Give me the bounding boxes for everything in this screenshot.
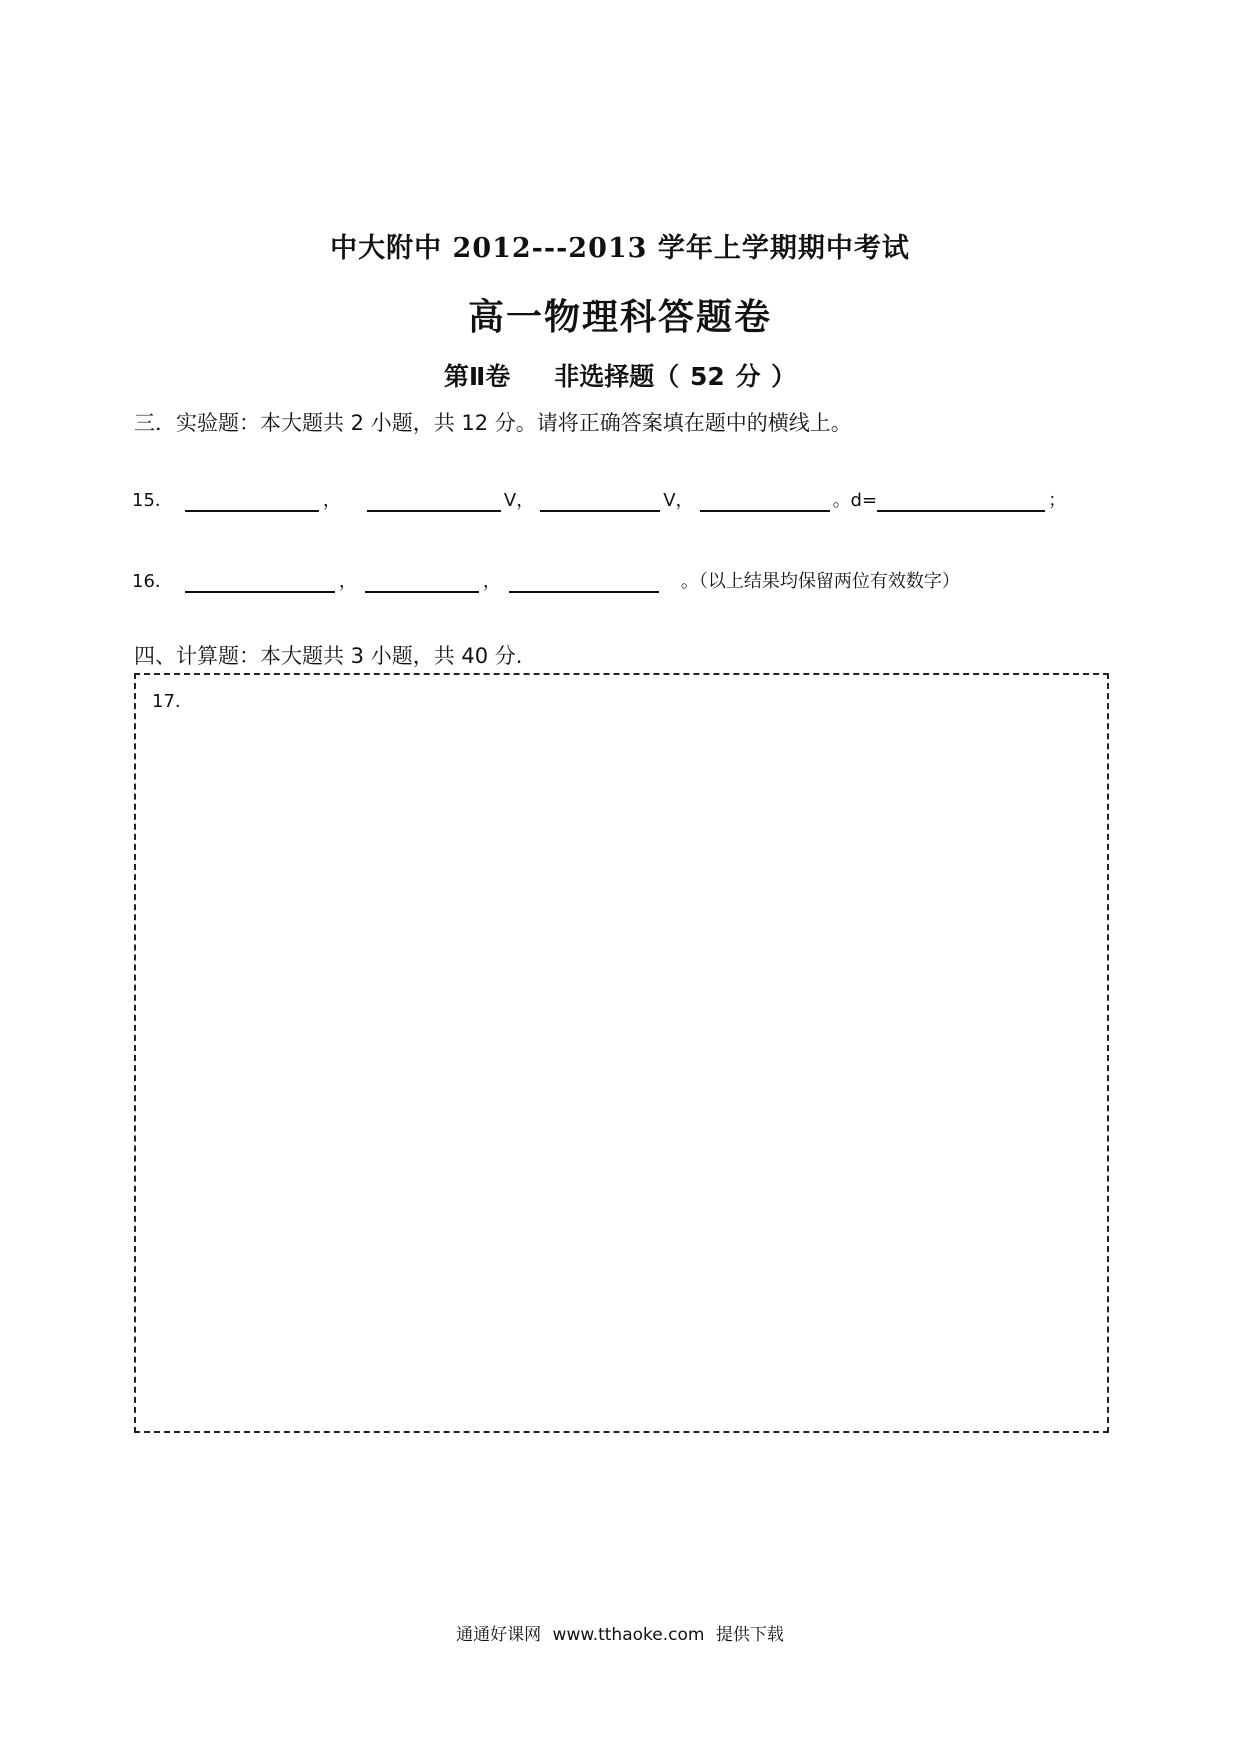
question-16-blank-2[interactable] — [365, 571, 479, 593]
question-15-row — [132, 486, 1066, 512]
question-15-blank-4[interactable] — [700, 490, 830, 512]
question-15-separator-1: ， — [322, 490, 341, 511]
volume-label: 第Ⅱ卷 — [443, 362, 511, 391]
exam-title: 中大附中 2012---2013 学年上学期期中考试 — [330, 233, 910, 264]
question-15-unit-2: V， — [663, 490, 694, 511]
question-16-blank-3[interactable] — [509, 571, 659, 593]
question-15-blank-d[interactable] — [877, 490, 1045, 512]
question-16-number: 16． — [132, 571, 173, 592]
section-4-heading: 四、计算题：本大题共 3 小题，共 40 分. — [134, 644, 523, 668]
question-15-end: ； — [1048, 490, 1067, 511]
question-17-answer-box[interactable] — [134, 673, 1109, 1433]
section-3-heading: 三．实验题：本大题共 2 小题，共 12 分。请将正确答案填在题中的横线上。 — [134, 411, 852, 435]
question-16-separator-2: ， — [482, 571, 501, 592]
volume-heading — [0, 357, 1240, 393]
answer-sheet-title: 高一物理科答题卷 — [467, 297, 772, 338]
question-15-blank-3[interactable] — [540, 490, 660, 512]
volume-subtitle: 非选择题（ 52 分 ） — [554, 362, 797, 391]
question-16-separator-1: ， — [338, 571, 357, 592]
question-15-number: 15． — [132, 490, 173, 511]
footer-download-note: 通通好课网 www.tthaoke.com 提供下载 — [456, 1625, 784, 1645]
question-16-note: 。（以上结果均保留两位有效数字） — [680, 571, 960, 592]
question-15-unit-1: V， — [503, 490, 535, 511]
question-15-blank-2[interactable] — [367, 490, 501, 512]
question-16-row — [132, 567, 960, 593]
question-15-blank-1[interactable] — [185, 490, 319, 512]
question-16-blank-1[interactable] — [185, 571, 335, 593]
question-17-label: 17. — [152, 691, 181, 712]
question-15-d-label: 。d= — [832, 490, 878, 511]
